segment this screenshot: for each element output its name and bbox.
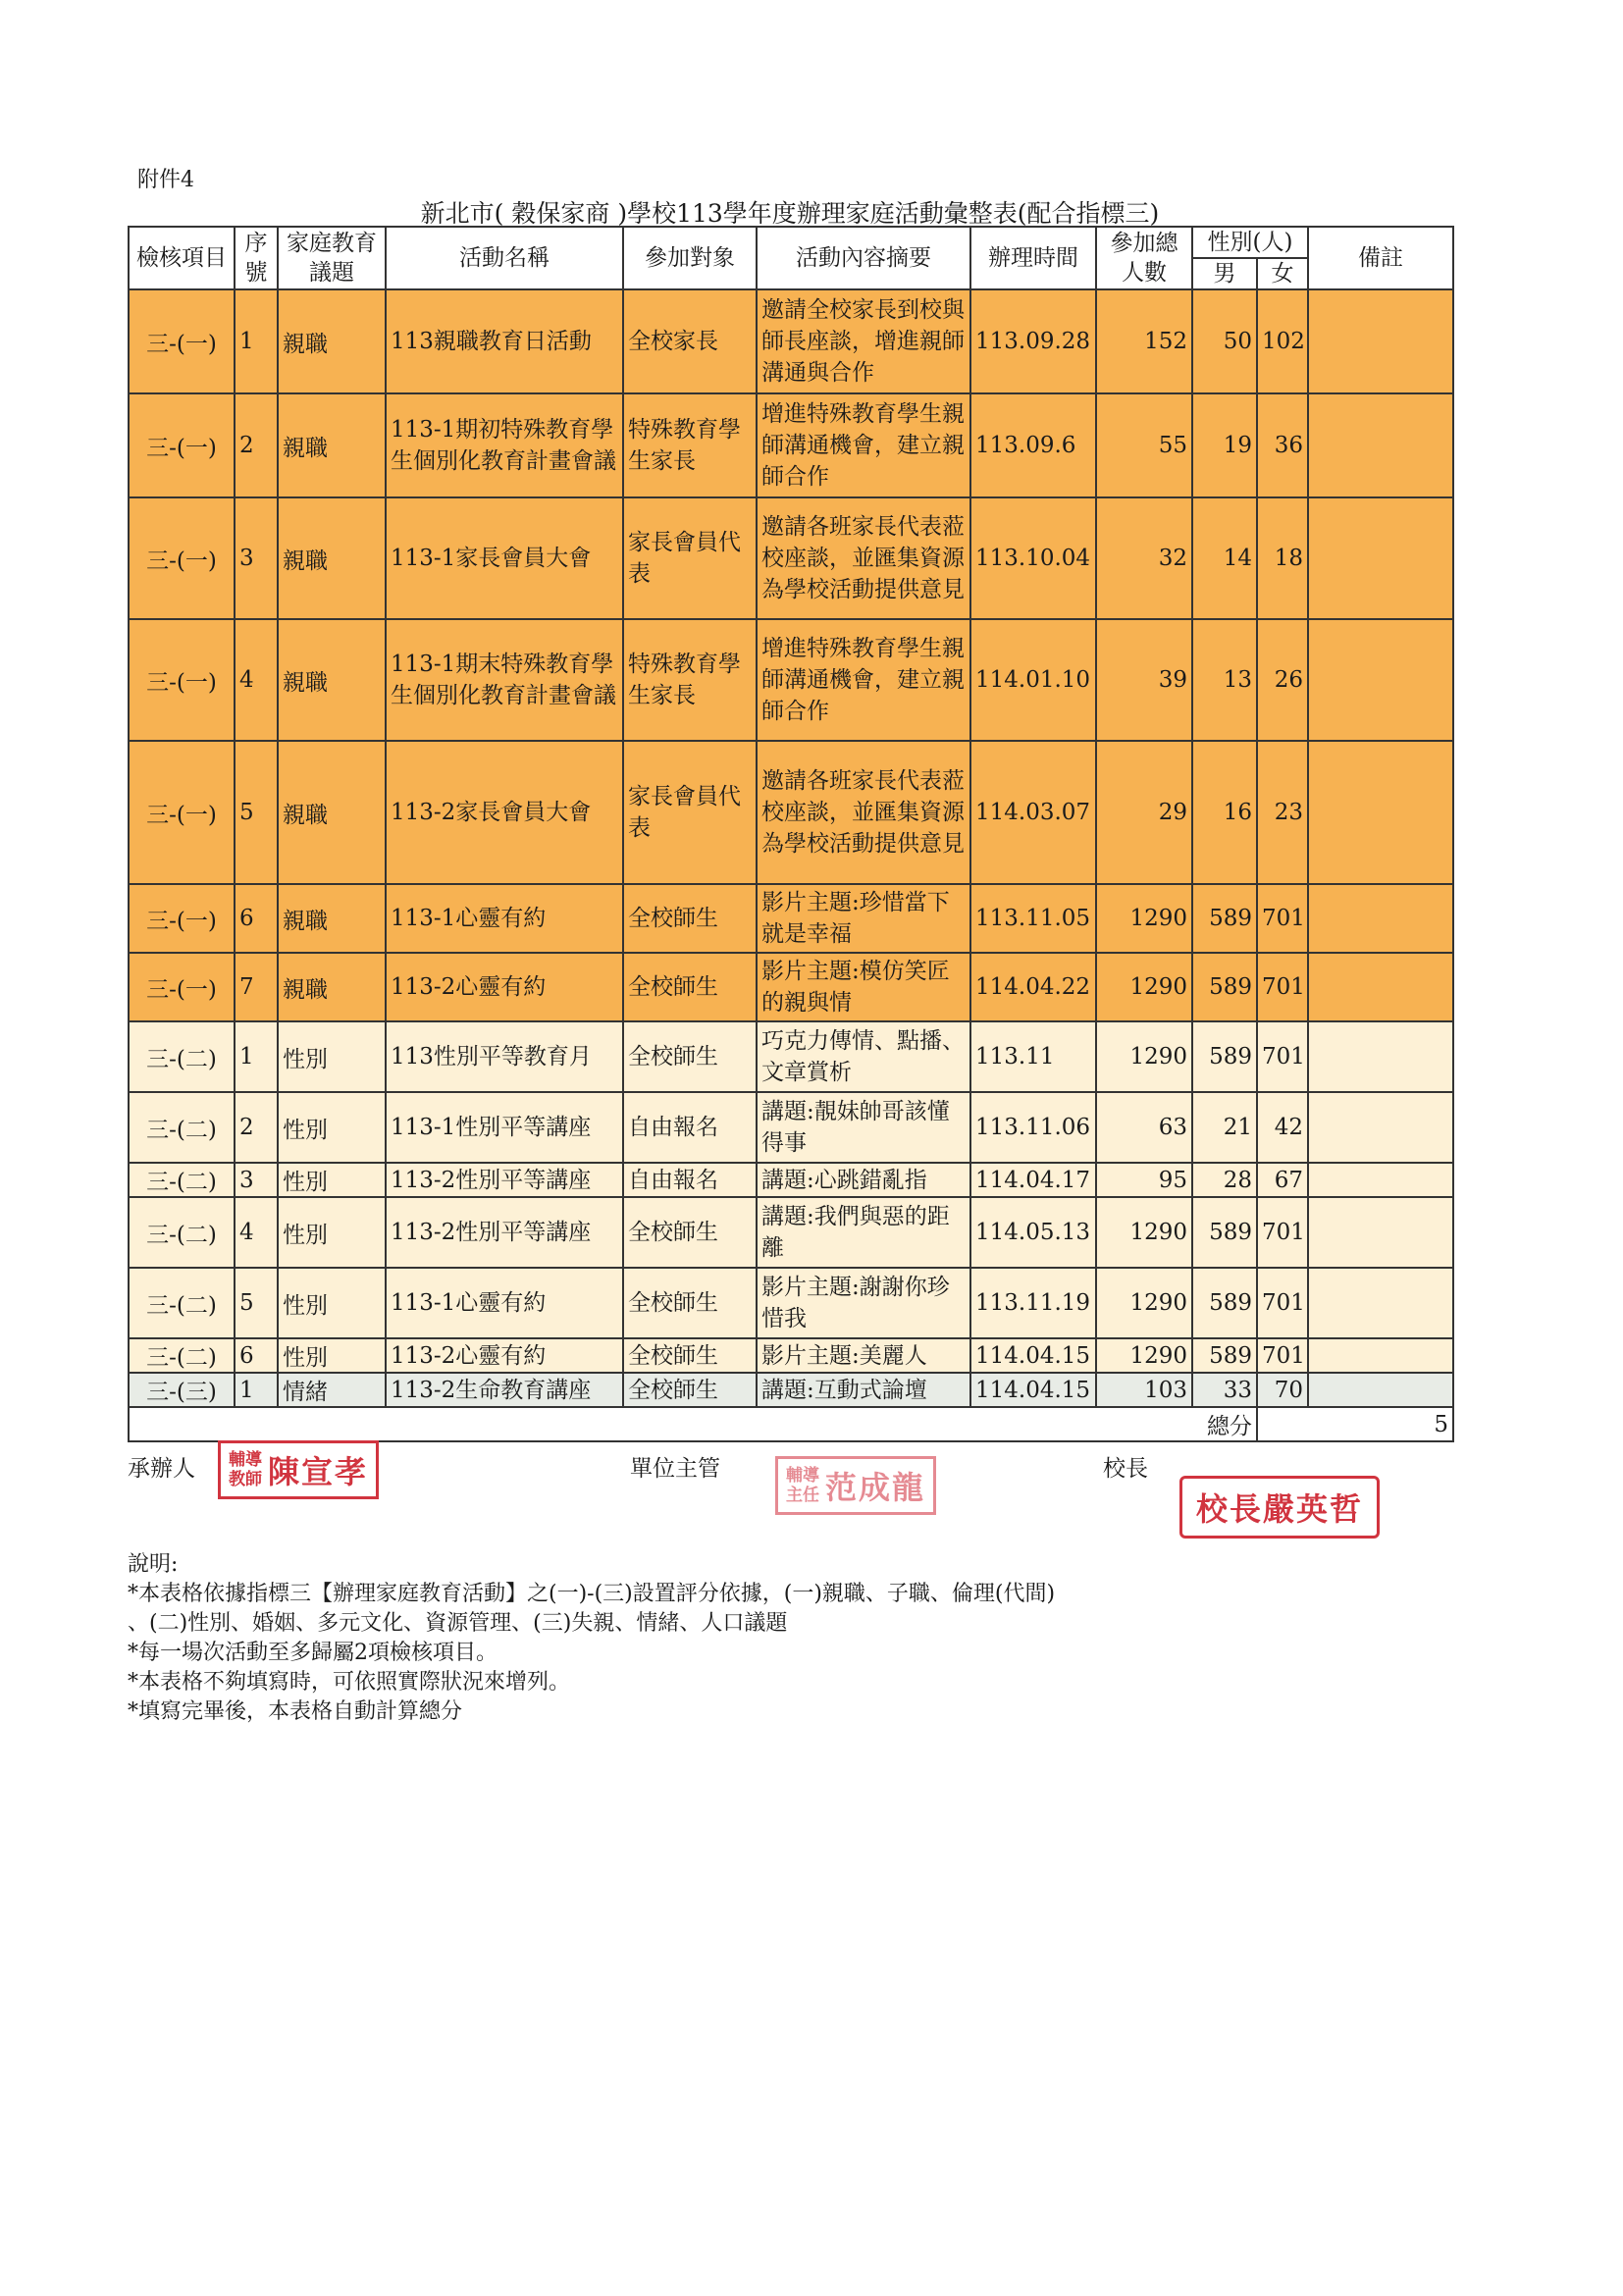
cell-seq: 1 [235, 1373, 278, 1407]
page-title: 新北市( 穀保家商 )學校113學年度辦理家庭活動彙整表(配合指標三) [420, 199, 1160, 228]
table-row [129, 1373, 1453, 1407]
cell-name: 113-1心靈有約 [386, 1268, 623, 1338]
table-row [129, 289, 1453, 393]
cell-item: 三-(二) [129, 1163, 235, 1197]
cell-seq: 2 [235, 1092, 278, 1163]
cell-topic: 親職 [278, 953, 386, 1021]
header-gender: 性別(人) [1192, 227, 1308, 258]
cell-remark [1308, 1197, 1453, 1268]
header-seq: 序號 [235, 227, 278, 289]
cell-date: 113.11.05 [970, 884, 1096, 953]
cell-total: 103 [1096, 1373, 1192, 1407]
header-target: 參加對象 [623, 227, 757, 289]
cell-target: 特殊教育學生家長 [623, 393, 757, 497]
cell-female: 701 [1257, 1197, 1308, 1268]
cell-summary: 巧克力傳情、點播、文章賞析 [757, 1021, 970, 1092]
cell-remark [1308, 953, 1453, 1021]
cell-seq: 4 [235, 1197, 278, 1268]
note-line: 、(二)性別、婚姻、多元文化、資源管理、(三)失親、情緒、人口議題 [128, 1611, 788, 1636]
cell-item: 三-(一) [129, 741, 235, 884]
total-label: 總分 [129, 1407, 1257, 1441]
table-row [129, 497, 1453, 619]
cell-female: 26 [1257, 619, 1308, 741]
cell-summary: 影片主題:謝謝你珍惜我 [757, 1268, 970, 1338]
cell-female: 67 [1257, 1163, 1308, 1197]
cell-topic: 親職 [278, 289, 386, 393]
cell-topic: 性別 [278, 1197, 386, 1268]
cell-target: 自由報名 [623, 1092, 757, 1163]
table-row [129, 1163, 1453, 1197]
cell-target: 特殊教育學生家長 [623, 619, 757, 741]
cell-topic: 性別 [278, 1092, 386, 1163]
cell-female: 701 [1257, 1268, 1308, 1338]
cell-remark [1308, 741, 1453, 884]
cell-summary: 影片主題:美麗人 [757, 1338, 970, 1373]
cell-seq: 5 [235, 1268, 278, 1338]
cell-remark [1308, 289, 1453, 393]
cell-topic: 情緒 [278, 1373, 386, 1407]
cell-topic: 親職 [278, 393, 386, 497]
handler-stamp [218, 1440, 379, 1499]
cell-name: 113-1心靈有約 [386, 884, 623, 953]
cell-target: 全校師生 [623, 1021, 757, 1092]
cell-male: 589 [1192, 1197, 1257, 1268]
cell-date: 113.11.19 [970, 1268, 1096, 1338]
cell-name: 113親職教育日活動 [386, 289, 623, 393]
cell-seq: 7 [235, 953, 278, 1021]
cell-item: 三-(一) [129, 953, 235, 1021]
cell-remark [1308, 1021, 1453, 1092]
header-date: 辦理時間 [970, 227, 1096, 289]
cell-seq: 1 [235, 1021, 278, 1092]
cell-remark [1308, 1373, 1453, 1407]
cell-total: 1290 [1096, 953, 1192, 1021]
table-row [129, 619, 1453, 741]
note-line: *每一場次活動至多歸屬2項檢核項目。 [128, 1641, 497, 1665]
cell-female: 18 [1257, 497, 1308, 619]
cell-summary: 講題:靚妹帥哥該懂得事 [757, 1092, 970, 1163]
cell-date: 114.03.07 [970, 741, 1096, 884]
table-row [129, 884, 1453, 953]
principal-label: 校長 [1103, 1456, 1148, 1482]
cell-date: 114.04.15 [970, 1338, 1096, 1373]
cell-target: 全校師生 [623, 1268, 757, 1338]
cell-name: 113-1期初特殊教育學生個別化教育計畫會議 [386, 393, 623, 497]
cell-male: 589 [1192, 953, 1257, 1021]
cell-remark [1308, 497, 1453, 619]
cell-female: 36 [1257, 393, 1308, 497]
cell-item: 三-(一) [129, 619, 235, 741]
table-row [129, 1021, 1453, 1092]
cell-date: 113.11.06 [970, 1092, 1096, 1163]
cell-topic: 性別 [278, 1338, 386, 1373]
cell-seq: 6 [235, 1338, 278, 1373]
cell-date: 113.10.04 [970, 497, 1096, 619]
supervisor-stamp [775, 1456, 936, 1515]
supervisor-stamp-name: 范成龍 [825, 1469, 926, 1506]
cell-date: 114.04.17 [970, 1163, 1096, 1197]
cell-total: 152 [1096, 289, 1192, 393]
table-row [129, 953, 1453, 1021]
cell-date: 113.09.6 [970, 393, 1096, 497]
cell-remark [1308, 1092, 1453, 1163]
cell-item: 三-(二) [129, 1338, 235, 1373]
handler-label: 承辦人 [128, 1456, 195, 1482]
principal-stamp-name: 校長嚴英哲 [1196, 1490, 1364, 1528]
note-line: *本表格依據指標三【辦理家庭教育活動】之(一)-(三)設置評分依據，(一)親職、子職、倫理(代間) [128, 1582, 1056, 1606]
cell-female: 42 [1257, 1092, 1308, 1163]
cell-date: 113.09.28 [970, 289, 1096, 393]
cell-total: 1290 [1096, 1197, 1192, 1268]
table-row [129, 1197, 1453, 1268]
cell-item: 三-(一) [129, 289, 235, 393]
cell-date: 114.04.15 [970, 1373, 1096, 1407]
cell-total: 1290 [1096, 1268, 1192, 1338]
cell-total: 95 [1096, 1163, 1192, 1197]
total-value: 5 [1257, 1407, 1453, 1441]
header-male: 男 [1192, 258, 1257, 289]
cell-item: 三-(三) [129, 1373, 235, 1407]
cell-target: 全校師生 [623, 1373, 757, 1407]
cell-topic: 親職 [278, 741, 386, 884]
cell-summary: 講題:互動式論壇 [757, 1373, 970, 1407]
cell-target: 全校師生 [623, 1197, 757, 1268]
header-name: 活動名稱 [386, 227, 623, 289]
cell-total: 1290 [1096, 1021, 1192, 1092]
cell-summary: 影片主題:模仿笑匠的親與情 [757, 953, 970, 1021]
cell-name: 113-2心靈有約 [386, 1338, 623, 1373]
cell-summary: 邀請全校家長到校與師長座談，增進親師溝通與合作 [757, 289, 970, 393]
cell-female: 23 [1257, 741, 1308, 884]
cell-target: 全校師生 [623, 953, 757, 1021]
cell-remark [1308, 1338, 1453, 1373]
cell-topic: 親職 [278, 497, 386, 619]
cell-male: 589 [1192, 1021, 1257, 1092]
header-row [129, 227, 1453, 258]
header-female: 女 [1257, 258, 1308, 289]
cell-name: 113性別平等教育月 [386, 1021, 623, 1092]
cell-seq: 3 [235, 1163, 278, 1197]
cell-summary: 邀請各班家長代表蒞校座談，並匯集資源為學校活動提供意見 [757, 741, 970, 884]
cell-female: 701 [1257, 884, 1308, 953]
cell-summary: 邀請各班家長代表蒞校座談，並匯集資源為學校活動提供意見 [757, 497, 970, 619]
cell-date: 114.01.10 [970, 619, 1096, 741]
cell-name: 113-2生命教育講座 [386, 1373, 623, 1407]
cell-total: 32 [1096, 497, 1192, 619]
cell-summary: 講題:我們與惡的距離 [757, 1197, 970, 1268]
cell-summary: 影片主題:珍惜當下就是幸福 [757, 884, 970, 953]
cell-target: 全校師生 [623, 884, 757, 953]
cell-item: 三-(一) [129, 393, 235, 497]
table-row [129, 741, 1453, 884]
cell-male: 13 [1192, 619, 1257, 741]
cell-target: 自由報名 [623, 1163, 757, 1197]
cell-target: 家長會員代表 [623, 497, 757, 619]
cell-name: 113-2性別平等講座 [386, 1163, 623, 1197]
cell-name: 113-2家長會員大會 [386, 741, 623, 884]
cell-seq: 4 [235, 619, 278, 741]
cell-summary: 增進特殊教育學生親師溝通機會，建立親師合作 [757, 393, 970, 497]
activity-table [128, 226, 1454, 1442]
cell-seq: 6 [235, 884, 278, 953]
cell-name: 113-2心靈有約 [386, 953, 623, 1021]
handler-stamp-title: 輔 導 教 師 [229, 1450, 262, 1489]
cell-summary: 增進特殊教育學生親師溝通機會，建立親師合作 [757, 619, 970, 741]
cell-topic: 性別 [278, 1163, 386, 1197]
cell-name: 113-2性別平等講座 [386, 1197, 623, 1268]
handler-stamp-name: 陳宣孝 [268, 1453, 369, 1490]
cell-total: 55 [1096, 393, 1192, 497]
cell-female: 102 [1257, 289, 1308, 393]
cell-male: 589 [1192, 1268, 1257, 1338]
cell-remark [1308, 393, 1453, 497]
cell-target: 全校家長 [623, 289, 757, 393]
header-total: 參加總人數 [1096, 227, 1192, 289]
cell-female: 701 [1257, 953, 1308, 1021]
cell-male: 589 [1192, 884, 1257, 953]
cell-remark [1308, 1268, 1453, 1338]
notes-heading: 說明: [128, 1552, 179, 1577]
cell-date: 114.05.13 [970, 1197, 1096, 1268]
cell-topic: 性別 [278, 1268, 386, 1338]
cell-female: 70 [1257, 1373, 1308, 1407]
cell-total: 39 [1096, 619, 1192, 741]
cell-item: 三-(二) [129, 1268, 235, 1338]
cell-item: 三-(二) [129, 1021, 235, 1092]
cell-name: 113-1期末特殊教育學生個別化教育計畫會議 [386, 619, 623, 741]
note-line: *填寫完畢後，本表格自動計算總分 [128, 1699, 463, 1724]
principal-stamp [1179, 1476, 1380, 1539]
table-row [129, 1338, 1453, 1373]
cell-remark [1308, 1163, 1453, 1197]
cell-male: 28 [1192, 1163, 1257, 1197]
cell-topic: 性別 [278, 1021, 386, 1092]
total-row [129, 1407, 1453, 1441]
cell-summary: 講題:心跳錯亂指 [757, 1163, 970, 1197]
cell-item: 三-(二) [129, 1197, 235, 1268]
cell-male: 16 [1192, 741, 1257, 884]
table-row [129, 393, 1453, 497]
cell-date: 114.04.22 [970, 953, 1096, 1021]
cell-female: 701 [1257, 1338, 1308, 1373]
cell-remark [1308, 619, 1453, 741]
cell-name: 113-1性別平等講座 [386, 1092, 623, 1163]
cell-seq: 2 [235, 393, 278, 497]
notes [128, 1550, 1055, 1727]
cell-remark [1308, 884, 1453, 953]
table-row [129, 1268, 1453, 1338]
table-row [129, 1092, 1453, 1163]
cell-topic: 親職 [278, 619, 386, 741]
cell-name: 113-1家長會員大會 [386, 497, 623, 619]
cell-total: 63 [1096, 1092, 1192, 1163]
cell-seq: 1 [235, 289, 278, 393]
cell-topic: 親職 [278, 884, 386, 953]
cell-male: 589 [1192, 1338, 1257, 1373]
cell-male: 33 [1192, 1373, 1257, 1407]
cell-male: 21 [1192, 1092, 1257, 1163]
attachment-label: 附件4 [137, 168, 194, 192]
cell-male: 19 [1192, 393, 1257, 497]
header-remark: 備註 [1308, 227, 1453, 289]
header-summary: 活動內容摘要 [757, 227, 970, 289]
cell-item: 三-(一) [129, 884, 235, 953]
supervisor-stamp-title: 輔 導 主 任 [786, 1466, 819, 1505]
supervisor-label: 單位主管 [630, 1456, 720, 1482]
table-body [129, 289, 1453, 1407]
cell-total: 1290 [1096, 1338, 1192, 1373]
cell-seq: 3 [235, 497, 278, 619]
cell-female: 701 [1257, 1021, 1308, 1092]
cell-seq: 5 [235, 741, 278, 884]
cell-male: 50 [1192, 289, 1257, 393]
cell-male: 14 [1192, 497, 1257, 619]
cell-target: 全校師生 [623, 1338, 757, 1373]
cell-total: 29 [1096, 741, 1192, 884]
header-topic: 家庭教育議題 [278, 227, 386, 289]
cell-date: 113.11 [970, 1021, 1096, 1092]
cell-item: 三-(一) [129, 497, 235, 619]
header-item: 檢核項目 [129, 227, 235, 289]
note-line: *本表格不夠填寫時，可依照實際狀況來增列。 [128, 1670, 571, 1695]
cell-item: 三-(二) [129, 1092, 235, 1163]
cell-target: 家長會員代表 [623, 741, 757, 884]
cell-total: 1290 [1096, 884, 1192, 953]
